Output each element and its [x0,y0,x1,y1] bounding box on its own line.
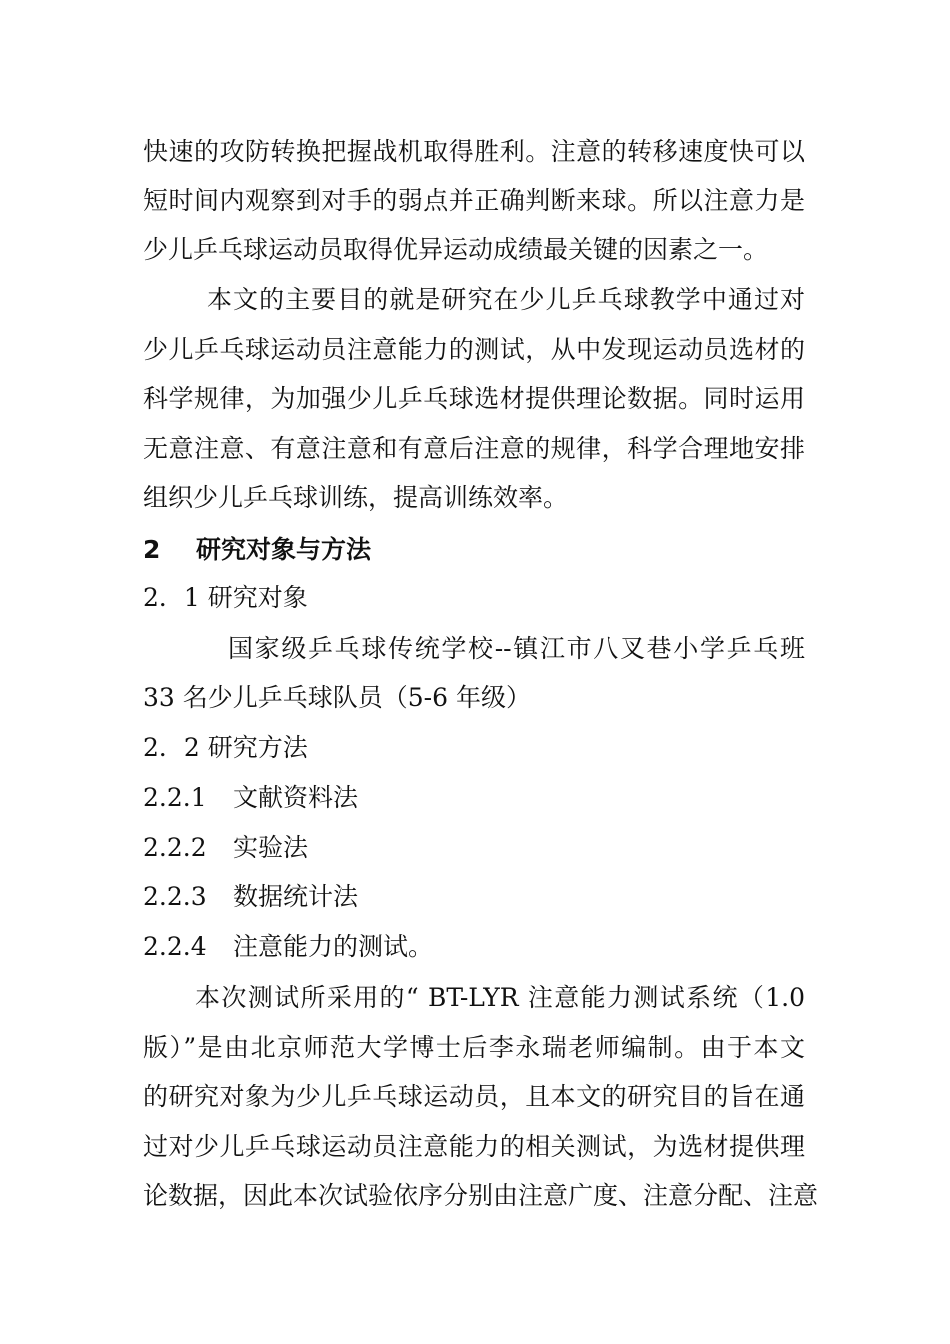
method-item [143,932,433,962]
paragraph-line: 国家级乒乓球传统学校--镇江市八叉巷小学乒乓班 [228,634,805,663]
section-number: 2 [143,535,161,564]
method-number: 2.2.2 [143,833,207,862]
paragraph-line: 组织少儿乒乓球训练，提高训练效率。 [143,483,569,512]
method-label: 实验法 [233,833,309,862]
paragraph-line: 本次测试所采用的“ BT-LYR 注意能力测试系统（1.0 [195,983,805,1012]
subsection-heading: 2．1 研究对象 [143,583,308,612]
paragraph-line: 本文的主要目的就是研究在少儿乒乓球教学中通过对 [207,285,805,314]
method-number: 2.2.1 [143,783,207,812]
paragraph-line: 快速的攻防转换把握战机取得胜利。注意的转移速度快可以 [143,137,805,166]
method-label: 数据统计法 [233,882,359,911]
paragraph-line: 版）”是由北京师范大学博士后李永瑞老师编制。由于本文 [143,1033,805,1062]
paragraph-line: 的研究对象为少儿乒乓球运动员，且本文的研究目的旨在通 [143,1082,805,1111]
subsection-heading: 2．2 研究方法 [143,733,308,762]
method-number: 2.2.3 [143,882,207,911]
paragraph-line: 少儿乒乓球运动员取得优异运动成绩最关键的因素之一。 [143,235,769,264]
paragraph-line: 33 名少儿乒乓球队员（5-6 年级） [143,683,531,712]
paragraph-line: 科学规律，为加强少儿乒乓球选材提供理论数据。同时运用 [143,384,805,413]
method-number: 2.2.4 [143,932,207,961]
method-label: 注意能力的测试。 [233,932,434,961]
method-item [143,833,308,863]
section-title: 研究对象与方法 [196,535,372,564]
section-heading [143,535,371,565]
paragraph-line: 论数据，因此本次试验依序分别由注意广度、注意分配、注意 [143,1181,819,1210]
method-item [143,783,358,813]
method-item [143,882,358,912]
paragraph-line: 短时间内观察到对手的弱点并正确判断来球。所以注意力是 [143,186,805,215]
paragraph-line: 少儿乒乓球运动员注意能力的测试，从中发现运动员选材的 [143,335,805,364]
paragraph-line: 过对少儿乒乓球运动员注意能力的相关测试，为选材提供理 [143,1132,805,1161]
paragraph-line: 无意注意、有意注意和有意后注意的规律，科学合理地安排 [143,434,805,463]
method-label: 文献资料法 [233,783,359,812]
